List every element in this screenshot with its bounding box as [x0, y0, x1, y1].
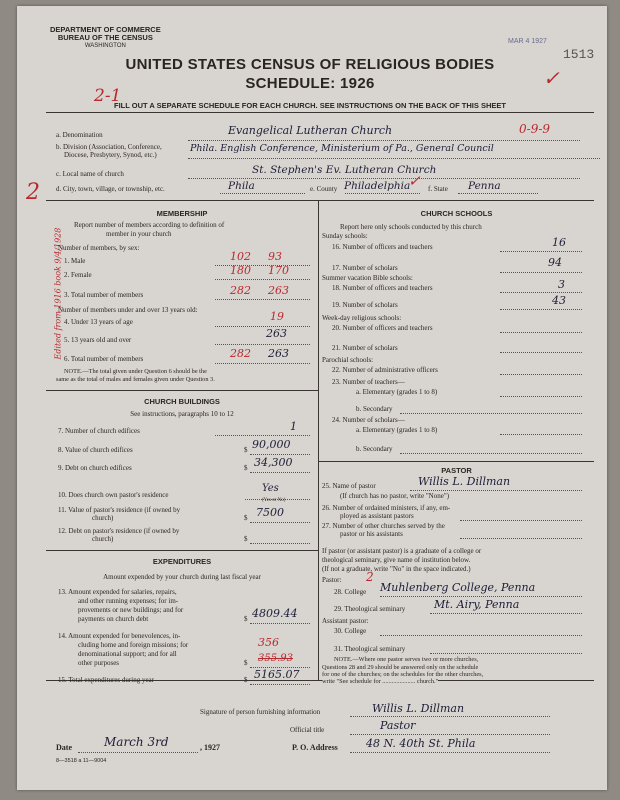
county-line: [345, 193, 420, 194]
membership-intro-2: member in your church: [106, 230, 172, 238]
residence-value-value: 7500: [256, 506, 284, 519]
members-by-sex-heading: Number of members, by sex:: [58, 244, 140, 252]
schedule-title: SCHEDULE: 1926: [245, 75, 375, 92]
expenditures-rule: [46, 550, 318, 551]
schools-heading: CHURCH SCHOOLS: [420, 209, 493, 218]
edifices-count-value: 1: [290, 420, 297, 433]
scholars-elementary-label: a. Elementary (grades 1 to 8): [356, 426, 438, 434]
pastor-seminary-value: Mt. Airy, Penna: [434, 598, 520, 611]
official-title-label: Official title: [290, 726, 325, 734]
residence-owned-label: 10. Does church own pastor's residence: [58, 491, 169, 499]
state-value: Penna: [468, 180, 501, 192]
total-by-age-line: [215, 363, 310, 364]
edifices-value-label: 8. Value of church edifices: [58, 446, 133, 454]
bureau-name: BUREAU OF THE CENSUS: [57, 33, 153, 42]
residence-value-dollar: $: [244, 514, 248, 522]
county-value: Philadelphia: [344, 180, 411, 192]
residence-value-line: [250, 522, 310, 523]
column-divider: [318, 200, 319, 680]
parochial-teachers-label: 23. Number of teachers—: [332, 378, 405, 386]
denomination-code: 0-9-9: [519, 122, 551, 136]
address-value: 48 N. 40th St. Phila: [366, 737, 476, 750]
received-date-stamp: MAR 4 1927: [508, 38, 547, 45]
membership-note-2: same as the total of males and females given under Question 3.: [56, 376, 215, 383]
pastor-name-line: [410, 490, 582, 491]
sunday-scholars-label: 17. Number of scholars: [332, 264, 398, 272]
teachers-elementary-line: [500, 396, 582, 397]
benevolences-label-1: 14. Amount expended for benevolences, in-: [58, 632, 181, 640]
over-13-label: 5. 13 years old and over: [64, 336, 132, 344]
county-label: e. County: [310, 185, 338, 193]
church-name-value: St. Stephen's Ev. Lutheran Church: [252, 164, 437, 176]
margin-edit-note: Edited from 1916 book 9/4/1928: [53, 227, 63, 360]
benevolences-value-corrected: 356: [258, 636, 279, 649]
schools-subheading: Report here only schools conducted by this church: [340, 223, 482, 231]
pastor-rule: [319, 461, 594, 462]
county-check-icon: ✓: [408, 172, 421, 190]
running-expenses-label-4: payments on church debt: [78, 615, 149, 623]
members-by-age-heading: Number of members under and over 13 years old:: [58, 306, 198, 314]
header-rule: [46, 112, 594, 113]
buildings-heading: CHURCH BUILDINGS: [144, 397, 220, 406]
teachers-secondary-line: [400, 413, 582, 414]
parochial-schools-heading: Parochial schools:: [322, 356, 374, 364]
residence-debt-line: [250, 543, 310, 544]
residence-owned-value: Yes: [262, 483, 279, 494]
weekday-scholars-label: 21. Number of scholars: [332, 344, 398, 352]
pastor-heading: PASTOR: [441, 466, 472, 475]
residence-owned-hint: (Yes or No): [262, 498, 286, 503]
assistant-college-line: [380, 635, 582, 636]
edifices-debt-value: 34,300: [254, 456, 293, 469]
weekday-scholars-line: [500, 352, 582, 353]
edifices-value-dollar: $: [244, 446, 248, 454]
residence-value-label-1: 11. Value of pastor's residence (if owned by: [58, 506, 181, 514]
assistant-ministers-label-2: ployed as assistant pastors: [340, 512, 414, 520]
running-expenses-dollar: $: [244, 615, 248, 623]
address-line: [350, 752, 550, 753]
sunday-officers-line: [500, 251, 582, 252]
under-13-value: 19: [270, 310, 284, 323]
signature-label: Signature of person furnishing information: [200, 708, 321, 716]
total-by-age-value-corrected: 263: [268, 347, 289, 360]
buildings-subheading: See instructions, paragraphs 10 to 12: [130, 410, 234, 418]
pastor-education-heading: Pastor:: [322, 576, 342, 584]
city-line: [220, 193, 305, 194]
sunday-officers-label: 16. Number of officers and teachers: [332, 243, 433, 251]
total-expenditures-dollar: $: [244, 676, 248, 684]
department-heading: [50, 26, 161, 50]
state-line: [458, 193, 538, 194]
sunday-officers-value: 16: [552, 236, 566, 249]
weekday-officers-label: 20. Number of officers and teachers: [332, 324, 433, 332]
edifices-count-line: [215, 435, 310, 436]
membership-intro-1: Report number of members according to definition of: [74, 221, 225, 229]
running-expenses-label-3: provements or new buildings; and for: [78, 606, 184, 614]
total-members-value-corrected: 263: [268, 284, 289, 297]
edifices-debt-label: 9. Debt on church edifices: [58, 464, 132, 472]
other-churches-label-1: 27. Number of other churches served by the: [322, 522, 445, 530]
address-label: P. O. Address: [292, 743, 338, 752]
other-churches-line: [460, 538, 582, 539]
female-value: 180: [230, 264, 251, 277]
sunday-scholars-line: [500, 272, 582, 273]
pastor-name-label: 25. Name of pastor: [322, 482, 376, 490]
top-red-mark: 2-1: [94, 86, 122, 106]
membership-note-1: NOTE.—The total given under Question 6 should be the: [64, 368, 207, 375]
residence-debt-dollar: $: [244, 535, 248, 543]
file-number-stamp: 1513: [563, 47, 595, 62]
over-13-line: [215, 344, 310, 345]
female-value-corrected: 170: [268, 264, 289, 277]
summer-scholars-label: 19. Number of scholars: [332, 301, 398, 309]
print-code: 8—3518 a 11—9004: [56, 758, 107, 764]
assistant-education-heading: Assistant pastor:: [322, 617, 369, 625]
running-expenses-label-2: and other running expenses; for im-: [78, 597, 179, 605]
graduate-instruction-1: If pastor (or assistant pastor) is a graduate of a college or: [322, 547, 482, 555]
summer-scholars-line: [500, 309, 582, 310]
pastor-note-1: NOTE.—Where one pastor serves two or more churches,: [334, 656, 479, 663]
other-churches-label-2: pastor or his assistants: [340, 530, 403, 538]
summer-officers-value: 3: [558, 278, 565, 291]
signature-value: Willis L. Dillman: [372, 702, 465, 715]
pastor-college-line: [380, 596, 582, 597]
residence-debt-label-1: 12. Debt on pastor's residence (if owned by: [58, 527, 180, 535]
scholars-secondary-line: [400, 453, 582, 454]
over-13-value: 263: [266, 327, 287, 340]
edifices-value-value: 90,000: [252, 438, 291, 451]
graduate-instruction-3: (If not a graduate, write "No" in the space indicated.): [322, 565, 471, 573]
summer-scholars-value: 43: [552, 294, 566, 307]
division-value: Phila. English Conference, Ministerium of Pa., General Council: [190, 143, 494, 154]
female-line: [215, 279, 310, 280]
department-name: DEPARTMENT OF COMMERCE: [50, 25, 161, 34]
pastor-name-value: Willis L. Dillman: [418, 475, 511, 488]
parochial-admin-line: [500, 374, 582, 375]
division-line: [188, 158, 600, 159]
pastor-college-value: Muhlenberg College, Penna: [380, 581, 536, 594]
running-expenses-label-1: 13. Amount expended for salaries, repairs,: [58, 588, 177, 596]
pastor-college-label: 28. College: [334, 588, 367, 596]
division-label-2: Diocese, Presbytery, Synod, etc.): [64, 151, 157, 159]
benevolences-value: 355.93: [258, 653, 293, 664]
summer-schools-heading: Summer vacation Bible schools:: [322, 274, 413, 282]
edifices-debt-dollar: $: [244, 464, 248, 472]
total-members-value: 282: [230, 284, 251, 297]
edifices-value-line: [250, 454, 310, 455]
pastor-seminary-line: [430, 613, 582, 614]
total-members-label: 3. Total number of members: [64, 291, 144, 299]
state-label: f. State: [428, 185, 448, 193]
pastor-seminary-label: 29. Theological seminary: [334, 605, 406, 613]
pastor-name-hint: (If church has no pastor, write "None"): [340, 492, 450, 500]
expenditures-heading: EXPENDITURES: [152, 557, 212, 566]
denomination-label: a. Denomination: [56, 131, 103, 139]
pastor-note-3: for one of the churches; on the schedules for the other churches,: [322, 671, 484, 678]
signature-line: [350, 716, 550, 717]
assistant-seminary-label: 31. Theological seminary: [334, 645, 406, 653]
pastor-note-2: Questions 28 and 29 should be answered only on the schedule: [322, 664, 479, 671]
residence-value-label-2: church): [92, 514, 114, 522]
date-year: , 1927: [200, 743, 220, 752]
male-value: 102: [230, 250, 251, 263]
teachers-elementary-label: a. Elementary (grades 1 to 8): [356, 388, 438, 396]
total-by-age-value: 282: [230, 347, 251, 360]
total-expenditures-line: [250, 684, 310, 685]
total-by-age-label: 6. Total number of members: [64, 355, 144, 363]
church-name-line: [188, 178, 580, 179]
denomination-value: Evangelical Lutheran Church: [228, 124, 393, 137]
benevolences-label-4: other purposes: [78, 659, 120, 667]
pastor-red-mark: 2: [366, 570, 374, 584]
edifices-debt-line: [250, 472, 310, 473]
male-label: 1. Male: [64, 257, 86, 265]
division-label-1: b. Division (Association, Conference,: [56, 143, 162, 151]
scholars-elementary-line: [500, 434, 582, 435]
assistant-seminary-line: [430, 653, 582, 654]
running-expenses-value: 4809.44: [252, 607, 298, 620]
date-line: [78, 752, 198, 753]
buildings-rule: [46, 390, 318, 391]
under-13-label: 4. Under 13 years of age: [64, 318, 133, 326]
residence-debt-label-2: church): [92, 535, 114, 543]
section-frame-top: [46, 200, 594, 201]
summer-officers-label: 18. Number of officers and teachers: [332, 284, 433, 292]
sunday-scholars-value: 94: [548, 256, 562, 269]
church-name-label: c. Local name of church: [56, 170, 124, 178]
summer-officers-line: [500, 292, 582, 293]
sunday-schools-heading: Sunday schools:: [322, 232, 368, 240]
parochial-scholars-label: 24. Number of scholars—: [332, 416, 405, 424]
edifices-count-label: 7. Number of church edifices: [58, 427, 140, 435]
benevolences-label-3: denominational support; and for all: [78, 650, 177, 658]
graduate-instruction-2: theological seminary, give name of institution below.: [322, 556, 471, 564]
assistant-college-label: 30. College: [334, 627, 367, 635]
check-mark-icon: ✓: [543, 66, 560, 90]
weekday-schools-heading: Week-day religious schools:: [322, 314, 402, 322]
benevolences-label-2: cluding home and foreign missions; for: [78, 641, 189, 649]
weekday-officers-line: [500, 332, 582, 333]
scholars-secondary-label: b. Secondary: [356, 445, 393, 453]
benevolences-dollar: $: [244, 659, 248, 667]
male-value-corrected: 93: [268, 250, 282, 263]
total-expenditures-label: 15. Total expenditures during year: [58, 676, 154, 684]
form-title: UNITED STATES CENSUS OF RELIGIOUS BODIES: [125, 56, 495, 73]
total-expenditures-value: 5165.07: [254, 668, 300, 681]
running-expenses-line: [250, 623, 310, 624]
under-13-line: [215, 326, 310, 327]
instruction-line: FILL OUT A SEPARATE SCHEDULE FOR EACH CHURCH. SEE INSTRUCTIONS ON THE BACK OF THIS SHEET: [114, 101, 506, 110]
city-label: d. City, town, village, or township, etc.: [56, 185, 165, 193]
total-members-line: [215, 299, 310, 300]
assistant-ministers-label-1: 26. Number of ordained ministers, if any, em-: [322, 504, 451, 512]
city-name: WASHINGTON: [84, 43, 126, 49]
expenditures-subheading: Amount expended by your church during last fiscal year: [103, 573, 261, 581]
official-title-value: Pastor: [380, 719, 416, 732]
assistant-ministers-line: [460, 520, 582, 521]
membership-heading: MEMBERSHIP: [156, 209, 208, 218]
city-value: Phila: [228, 180, 255, 192]
denomination-line: [188, 140, 580, 141]
date-label: Date: [56, 743, 72, 752]
margin-red-number: 2: [26, 180, 40, 205]
official-title-line: [350, 734, 550, 735]
teachers-secondary-label: b. Secondary: [356, 405, 393, 413]
female-label: 2. Female: [64, 271, 92, 279]
pastor-note-4: write "See schedule for ..................... church.": [322, 678, 439, 685]
date-value: March 3rd: [104, 735, 169, 749]
parochial-admin-label: 22. Number of administrative officers: [332, 366, 438, 374]
